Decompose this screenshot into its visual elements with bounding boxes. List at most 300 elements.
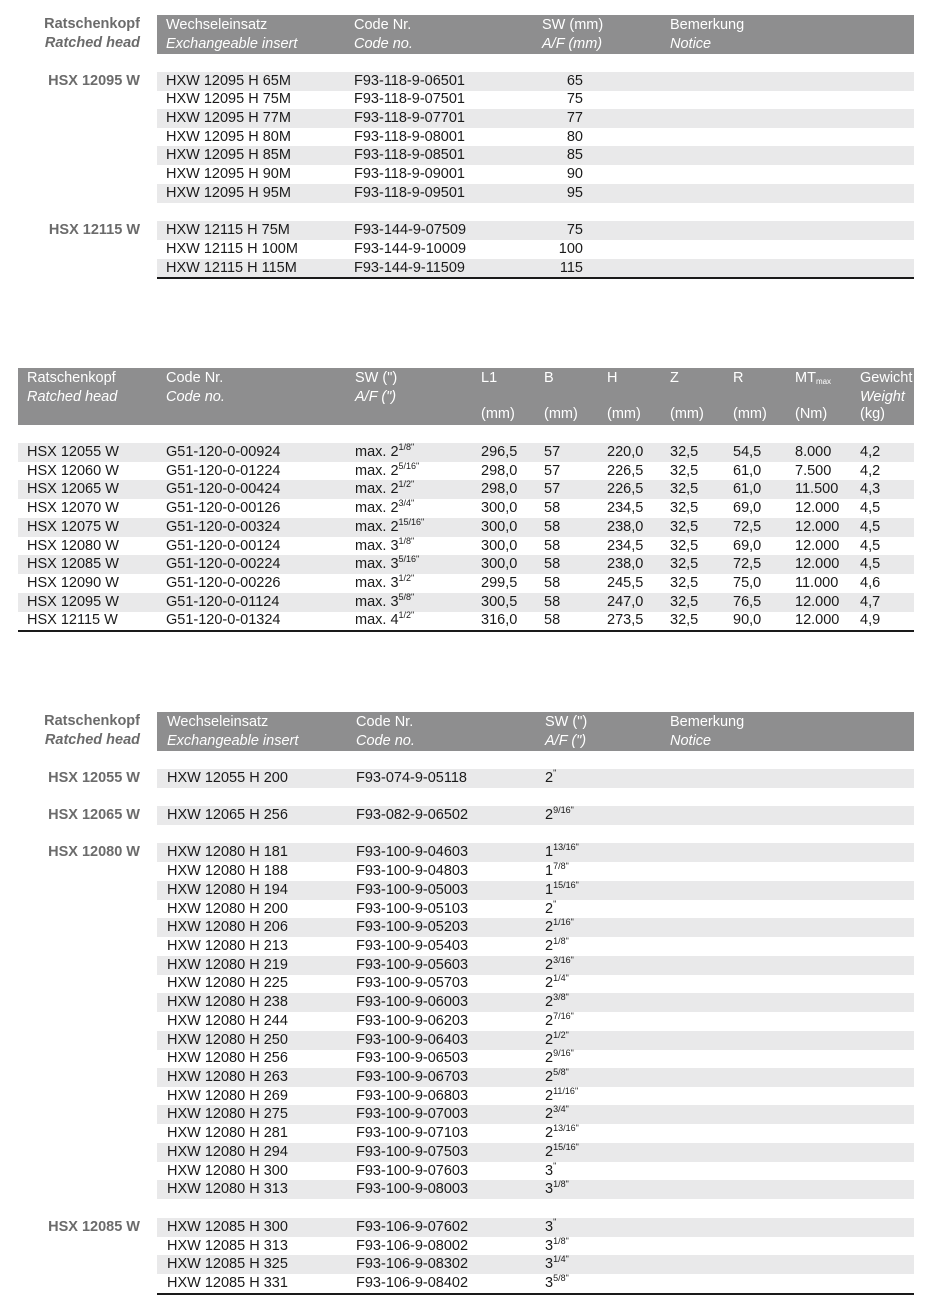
z-value: 32,5	[670, 612, 699, 629]
table-row	[157, 109, 914, 128]
sw-value: $3^{5/8"}$	[545, 1272, 569, 1291]
order-code: F93-074-9-05118	[356, 769, 467, 786]
header-z: Z	[670, 370, 679, 386]
table-row	[157, 974, 914, 993]
insert-code: HXW 12080 H 194	[167, 881, 288, 898]
ratchet-head-code: HSX 12070 W	[27, 500, 119, 517]
insert-code: HXW 12080 H 213	[167, 937, 288, 954]
l1-value: 300,0	[481, 537, 518, 554]
inch-mark: "	[565, 1179, 569, 1190]
l1-value: 300,0	[481, 500, 518, 517]
table-row	[157, 1180, 914, 1199]
inch-mark: "	[575, 879, 579, 890]
insert-code: HXW 12095 H 90M	[166, 166, 291, 183]
inch-mark: "	[421, 516, 425, 527]
l1-value: 296,5	[481, 444, 518, 460]
fraction-superscript: 1/8	[553, 935, 566, 946]
h-value: 220,0	[607, 444, 644, 460]
r-value: 72,5	[733, 518, 762, 535]
sw-value: $2^{1/4"}$	[545, 973, 569, 992]
table-end-rule	[157, 277, 914, 279]
header-ratchet-head: Ratschenkopf Ratched head	[27, 370, 118, 405]
sw-value: $2^{9/16"}$	[545, 1048, 574, 1067]
inch-mark: "	[411, 610, 415, 621]
inch-mark: "	[565, 1067, 569, 1078]
insert-code: HXW 12080 H 238	[167, 994, 288, 1011]
table-end-rule	[18, 630, 914, 632]
header-sw: SW (") A/F (")	[355, 370, 398, 405]
inch-mark: "	[565, 1235, 569, 1246]
weight-value: 4,2	[860, 462, 881, 479]
ratchet-head-group-label: HSX 12055 W	[48, 769, 140, 786]
fraction-superscript: 1/2	[553, 1029, 566, 1040]
h-value: 226,5	[607, 462, 644, 479]
insert-code: HXW 12095 H 77M	[166, 109, 291, 126]
order-code: G51-120-0-00226	[166, 575, 281, 592]
order-code: F93-100-9-06003	[356, 994, 469, 1011]
b-value: 58	[544, 518, 561, 535]
order-code: F93-144-9-07509	[354, 222, 467, 239]
fraction-superscript: 9/16	[553, 804, 571, 815]
sw-value: max. $3^{5/8"}$	[355, 591, 415, 610]
order-code: F93-100-9-05103	[356, 900, 469, 917]
fraction-superscript: 3/4	[398, 498, 412, 509]
sw-value: $2^{3/16"}$	[545, 954, 574, 973]
table-row	[157, 184, 914, 203]
sw-value: $2^{1/8"}$	[545, 935, 569, 954]
z-value: 32,5	[670, 500, 699, 517]
h-value: 273,5	[607, 612, 644, 629]
ratchet-head-group-label: HSX 12065 W	[48, 806, 140, 823]
fraction-superscript: 1/2	[398, 610, 412, 621]
header-sw: SW (mm) A/F (mm)	[542, 17, 604, 52]
table-row	[18, 555, 914, 574]
l1-value: 298,0	[481, 481, 518, 498]
table-end-rule	[157, 1293, 914, 1295]
header-weight: Gewicht Weight	[860, 370, 913, 405]
b-value: 57	[544, 481, 561, 498]
table-header	[157, 712, 914, 751]
insert-code: HXW 12115 H 100M	[166, 240, 298, 257]
table-row	[18, 537, 914, 556]
insert-code: HXW 12080 H 225	[167, 975, 288, 992]
ratchet-head-code: HSX 12060 W	[27, 462, 119, 479]
sw-value: 3"	[545, 1160, 557, 1179]
insert-code: HXW 12095 H 75M	[166, 91, 291, 108]
h-value: 234,5	[607, 500, 644, 517]
header-b: B	[544, 370, 554, 386]
header-notice: Bemerkung Notice	[670, 17, 745, 52]
sw-value: max. $2^{1/8"}$	[355, 442, 415, 460]
table-row	[18, 611, 914, 630]
fraction-superscript: 11/16	[553, 1085, 575, 1096]
table-row	[157, 72, 914, 91]
h-value: 245,5	[607, 575, 644, 592]
h-value: 247,0	[607, 593, 644, 610]
fraction-superscript: 5/16	[398, 460, 417, 471]
table-row	[157, 240, 914, 259]
table-row	[157, 1218, 914, 1237]
order-code: F93-118-9-06501	[354, 72, 465, 89]
b-value: 58	[544, 593, 561, 610]
order-code: F93-100-9-06403	[356, 1031, 469, 1048]
sw-value: 85	[566, 147, 583, 164]
inch-mark: "	[570, 1048, 574, 1059]
order-code: F93-100-9-04803	[356, 863, 469, 880]
sw-value: $2^{1/16"}$	[545, 917, 574, 936]
weight-value: 4,5	[860, 518, 881, 535]
fraction-superscript: 5/16	[398, 554, 417, 565]
inch-mark: "	[574, 1085, 579, 1096]
insert-code: HXW 12095 H 80M	[166, 128, 291, 145]
order-code: F93-144-9-10009	[354, 240, 467, 257]
order-code: F93-118-9-08501	[354, 147, 465, 164]
table-row	[157, 1255, 914, 1274]
weight-value: 4,9	[860, 612, 881, 629]
insert-code: HXW 12080 H 244	[167, 1012, 288, 1029]
order-code: G51-120-0-01324	[166, 612, 281, 629]
order-code: F93-144-9-11509	[354, 259, 465, 276]
sw-value: 77	[566, 109, 583, 126]
h-value: 226,5	[607, 481, 644, 498]
ratchet-head-code: HSX 12075 W	[27, 518, 119, 535]
fraction-superscript: 3/16	[553, 954, 571, 965]
insert-code: HXW 12080 H 181	[167, 844, 288, 861]
table-row	[157, 937, 914, 956]
insert-code: HXW 12080 H 300	[167, 1162, 288, 1179]
fraction-superscript: 5/8	[553, 1067, 566, 1078]
header-mt: $MT_{max}$	[795, 370, 832, 386]
weight-value: 4,2	[860, 444, 881, 460]
table-row	[157, 1143, 914, 1162]
r-value: 76,5	[733, 593, 762, 610]
b-value: 58	[544, 575, 561, 592]
r-value: 61,0	[733, 462, 762, 479]
l1-value: 316,0	[481, 612, 518, 629]
table-row	[157, 221, 914, 240]
order-code: G51-120-0-01124	[166, 593, 280, 610]
sw-value: $2^{13/16"}$	[545, 1123, 579, 1142]
table-header	[18, 368, 914, 425]
table-row	[157, 881, 914, 900]
sw-value: $2^{5/8"}$	[545, 1067, 569, 1086]
fraction-superscript: 13/16	[553, 842, 576, 853]
table-row	[157, 1031, 914, 1050]
insert-code: HXW 12080 H 256	[167, 1050, 288, 1067]
table-header	[157, 15, 914, 54]
weight-value: 4,5	[860, 537, 881, 554]
insert-code: HXW 12085 H 325	[167, 1256, 288, 1273]
weight-value: 4,5	[860, 500, 881, 517]
sw-value: max. $2^{5/16"}$	[355, 460, 420, 479]
z-value: 32,5	[670, 593, 699, 610]
insert-code: HXW 12080 H 188	[167, 863, 288, 880]
z-value: 32,5	[670, 444, 699, 460]
sw-value: $3^{1/4"}$	[545, 1254, 569, 1273]
fraction-superscript: 15/16	[398, 516, 422, 527]
fraction-superscript: 1/16	[553, 917, 571, 928]
insert-code: HXW 12085 H 331	[167, 1274, 288, 1291]
sw-value: max. $2^{15/16"}$	[355, 516, 425, 535]
header-code: Code Nr. Code no.	[354, 17, 413, 52]
inch-mark: "	[565, 1029, 569, 1040]
sw-value: max. $4^{1/2"}$	[355, 610, 415, 629]
insert-code: HXW 12080 H 219	[167, 956, 288, 973]
table-row	[157, 769, 914, 788]
table-row	[157, 1274, 914, 1293]
z-value: 32,5	[670, 481, 699, 498]
order-code: G51-120-0-00424	[166, 481, 281, 498]
z-value: 32,5	[670, 462, 699, 479]
inch-mark: "	[553, 1160, 557, 1171]
fraction-superscript: 3/8	[553, 992, 566, 1003]
mt-value: 12.000	[795, 518, 840, 535]
mt-value: 12.000	[795, 612, 840, 629]
ratchet-head-code: HSX 12085 W	[27, 556, 119, 573]
insert-code: HXW 12080 H 263	[167, 1069, 288, 1086]
inch-mark: "	[411, 498, 415, 509]
order-code: F93-100-9-05003	[356, 881, 469, 898]
inch-mark: "	[411, 479, 415, 490]
table-row	[18, 574, 914, 593]
side-title-en: Ratched head	[44, 732, 140, 748]
sw-value: 2"	[545, 898, 557, 917]
mt-value: 11.000	[795, 575, 839, 592]
r-value: 54,5	[733, 444, 762, 460]
fraction-superscript: 1/2	[398, 479, 412, 490]
l1-value: 300,5	[481, 593, 518, 610]
fraction-superscript: 1/4	[553, 973, 566, 984]
order-code: F93-106-9-08302	[356, 1256, 469, 1273]
sw-value: $2^{7/16"}$	[545, 1010, 574, 1029]
sw-value: max. $2^{1/2"}$	[355, 479, 415, 498]
fraction-superscript: 15/16	[553, 879, 576, 890]
side-title: Ratschenkopf	[44, 713, 140, 729]
inch-mark: "	[570, 804, 574, 815]
order-code: F93-100-9-07003	[356, 1106, 469, 1123]
inch-mark: "	[411, 442, 415, 452]
r-value: 69,0	[733, 537, 762, 554]
mt-value: 8.000	[795, 444, 832, 460]
table-row	[157, 146, 914, 165]
ratchet-head-code: HSX 12095 W	[27, 593, 119, 610]
sw-value: max. $3^{5/16"}$	[355, 554, 420, 573]
order-code: F93-100-9-07503	[356, 1143, 469, 1160]
table-row	[157, 862, 914, 881]
insert-code: HXW 12095 H 85M	[166, 147, 291, 164]
table-row	[157, 806, 914, 825]
l1-value: 299,5	[481, 575, 518, 592]
order-code: F93-100-9-05403	[356, 937, 469, 954]
sw-value: $1^{13/16"}$	[545, 842, 579, 861]
table-row	[157, 1124, 914, 1143]
table-row	[157, 90, 914, 109]
inch-mark: "	[565, 935, 569, 946]
sw-value: 115	[559, 259, 583, 276]
insert-code: HXW 12080 H 200	[167, 900, 288, 917]
inch-mark: "	[565, 861, 569, 872]
inch-mark: "	[416, 460, 420, 471]
order-code: F93-100-9-08003	[356, 1181, 469, 1198]
header-code: Code Nr. Code no.	[356, 714, 415, 749]
order-code: F93-100-9-05203	[356, 919, 469, 936]
h-value: 238,0	[607, 556, 644, 573]
weight-value: 4,5	[860, 556, 881, 573]
header-insert: Wechseleinsatz Exchangeable insert	[166, 17, 298, 52]
z-value: 32,5	[670, 556, 699, 573]
order-code: F93-118-9-08001	[354, 128, 465, 145]
sw-value: $2^{15/16"}$	[545, 1141, 579, 1160]
inch-mark: "	[565, 1272, 569, 1283]
sw-value: $1^{15/16"}$	[545, 879, 579, 898]
table-row	[157, 128, 914, 147]
mt-value: 7.500	[795, 462, 832, 479]
sw-value: 75	[566, 91, 583, 108]
order-code: G51-120-0-00224	[166, 556, 281, 573]
weight-value: 4,3	[860, 481, 881, 498]
sw-value: 90	[566, 166, 583, 183]
table-row	[157, 1087, 914, 1106]
inch-mark: "	[575, 1141, 579, 1152]
inch-mark: "	[416, 554, 420, 565]
b-value: 58	[544, 500, 561, 517]
sw-value: $3^{1/8"}$	[545, 1235, 569, 1254]
l1-value: 300,0	[481, 518, 518, 535]
fraction-superscript: 1/8	[398, 535, 412, 546]
insert-code: HXW 12080 H 206	[167, 919, 288, 936]
order-code: F93-100-9-04603	[356, 844, 469, 861]
order-code: G51-120-0-00124	[166, 537, 281, 554]
inch-mark: "	[565, 973, 569, 984]
l1-value: 300,0	[481, 556, 518, 573]
sw-value: $2^{3/8"}$	[545, 992, 569, 1011]
r-value: 90,0	[733, 612, 762, 629]
table-row	[18, 593, 914, 612]
b-value: 58	[544, 537, 561, 554]
unit-mt: (Nm)	[795, 406, 828, 422]
fraction-superscript: 15/16	[553, 1141, 576, 1152]
order-code: G51-120-0-00126	[166, 500, 281, 517]
fraction-superscript: 1/8	[398, 442, 412, 452]
order-code: F93-100-9-06703	[356, 1069, 469, 1086]
inch-mark: "	[553, 898, 557, 909]
inch-mark: "	[553, 1216, 557, 1227]
z-value: 32,5	[670, 518, 699, 535]
inch-mark: "	[570, 917, 574, 928]
inch-mark: "	[575, 1123, 579, 1134]
sw-value: $2^{11/16"}$	[545, 1085, 579, 1104]
inch-mark: "	[411, 573, 415, 584]
table-row	[157, 1237, 914, 1256]
order-code: F93-118-9-07501	[354, 91, 465, 108]
order-code: F93-082-9-06502	[356, 806, 469, 823]
unit-z: (mm)	[670, 406, 704, 422]
insert-code: HXW 12080 H 281	[167, 1125, 288, 1142]
h-value: 234,5	[607, 537, 644, 554]
b-value: 57	[544, 462, 561, 479]
sw-value: 80	[566, 128, 583, 145]
sw-value: $1^{7/8"}$	[545, 861, 569, 880]
ratchet-head-code: HSX 12115 W	[27, 612, 118, 629]
fraction-superscript: 1/4	[553, 1254, 566, 1265]
order-code: F93-118-9-07701	[354, 109, 465, 126]
unit-b: (mm)	[544, 406, 578, 422]
side-title: Ratschenkopf	[44, 16, 140, 32]
ratchet-head-group-label: HSX 12085 W	[48, 1218, 140, 1235]
ratchet-head-code: HSX 12080 W	[27, 537, 119, 554]
b-value: 57	[544, 444, 561, 460]
mt-value: 12.000	[795, 500, 840, 517]
order-code: F93-100-9-06203	[356, 1012, 469, 1029]
z-value: 32,5	[670, 537, 699, 554]
order-code: F93-100-9-07103	[356, 1125, 469, 1142]
fraction-superscript: 9/16	[553, 1048, 571, 1059]
header-r: R	[733, 370, 744, 386]
order-code: F93-106-9-08402	[356, 1274, 469, 1291]
sw-value: 3"	[545, 1216, 557, 1235]
ratchet-head-group-label: HSX 12115 W	[48, 222, 140, 239]
mt-value: 12.000	[795, 537, 840, 554]
table-row	[157, 1049, 914, 1068]
z-value: 32,5	[670, 575, 699, 592]
mt-value: 11.500	[795, 481, 839, 498]
insert-code: HXW 12080 H 294	[167, 1143, 288, 1160]
unit-weight: (kg)	[860, 406, 885, 422]
order-code: F93-100-9-06503	[356, 1050, 469, 1067]
order-code: F93-100-9-05703	[356, 975, 469, 992]
header-insert: Wechseleinsatz Exchangeable insert	[167, 714, 299, 749]
table-row	[157, 1012, 914, 1031]
order-code: F93-100-9-07603	[356, 1162, 469, 1179]
h-value: 238,0	[607, 518, 644, 535]
b-value: 58	[544, 556, 561, 573]
insert-code: HXW 12085 H 300	[167, 1218, 288, 1235]
insert-code: HXW 12095 H 65M	[166, 72, 291, 89]
insert-code: HXW 12080 H 250	[167, 1031, 288, 1048]
insert-code: HXW 12065 H 256	[167, 806, 288, 823]
table-row	[18, 499, 914, 518]
sw-value: 2"	[545, 767, 557, 786]
table-row	[157, 1068, 914, 1087]
inch-mark: "	[570, 1010, 574, 1021]
ratchet-head-code: HSX 12090 W	[27, 575, 119, 592]
header-h: H	[607, 370, 618, 386]
table-row	[157, 843, 914, 862]
inch-mark: "	[575, 842, 579, 853]
ratchet-head-code: HSX 12055 W	[27, 444, 119, 460]
sw-value: max. $3^{1/2"}$	[355, 573, 415, 592]
sw-value: 75	[566, 222, 583, 239]
inch-mark: "	[411, 591, 415, 602]
weight-value: 4,7	[860, 593, 881, 610]
fraction-superscript: 13/16	[553, 1123, 576, 1134]
table-row	[18, 462, 914, 481]
table-row	[157, 993, 914, 1012]
inch-mark: "	[565, 1254, 569, 1265]
table-row	[157, 165, 914, 184]
table-row	[157, 1162, 914, 1181]
ratchet-head-group-label: HSX 12095 W	[48, 72, 140, 89]
order-code: G51-120-0-00324	[166, 518, 281, 535]
order-code: F93-118-9-09501	[354, 184, 465, 201]
sw-value: 65	[566, 72, 583, 89]
sw-value: $2^{9/16"}$	[545, 804, 574, 823]
ratchet-head-code: HSX 12065 W	[27, 481, 119, 498]
fraction-superscript: 5/8	[398, 591, 412, 602]
sw-value: $2^{3/4"}$	[545, 1104, 569, 1123]
table-row	[18, 518, 914, 537]
inch-mark: "	[570, 954, 574, 965]
